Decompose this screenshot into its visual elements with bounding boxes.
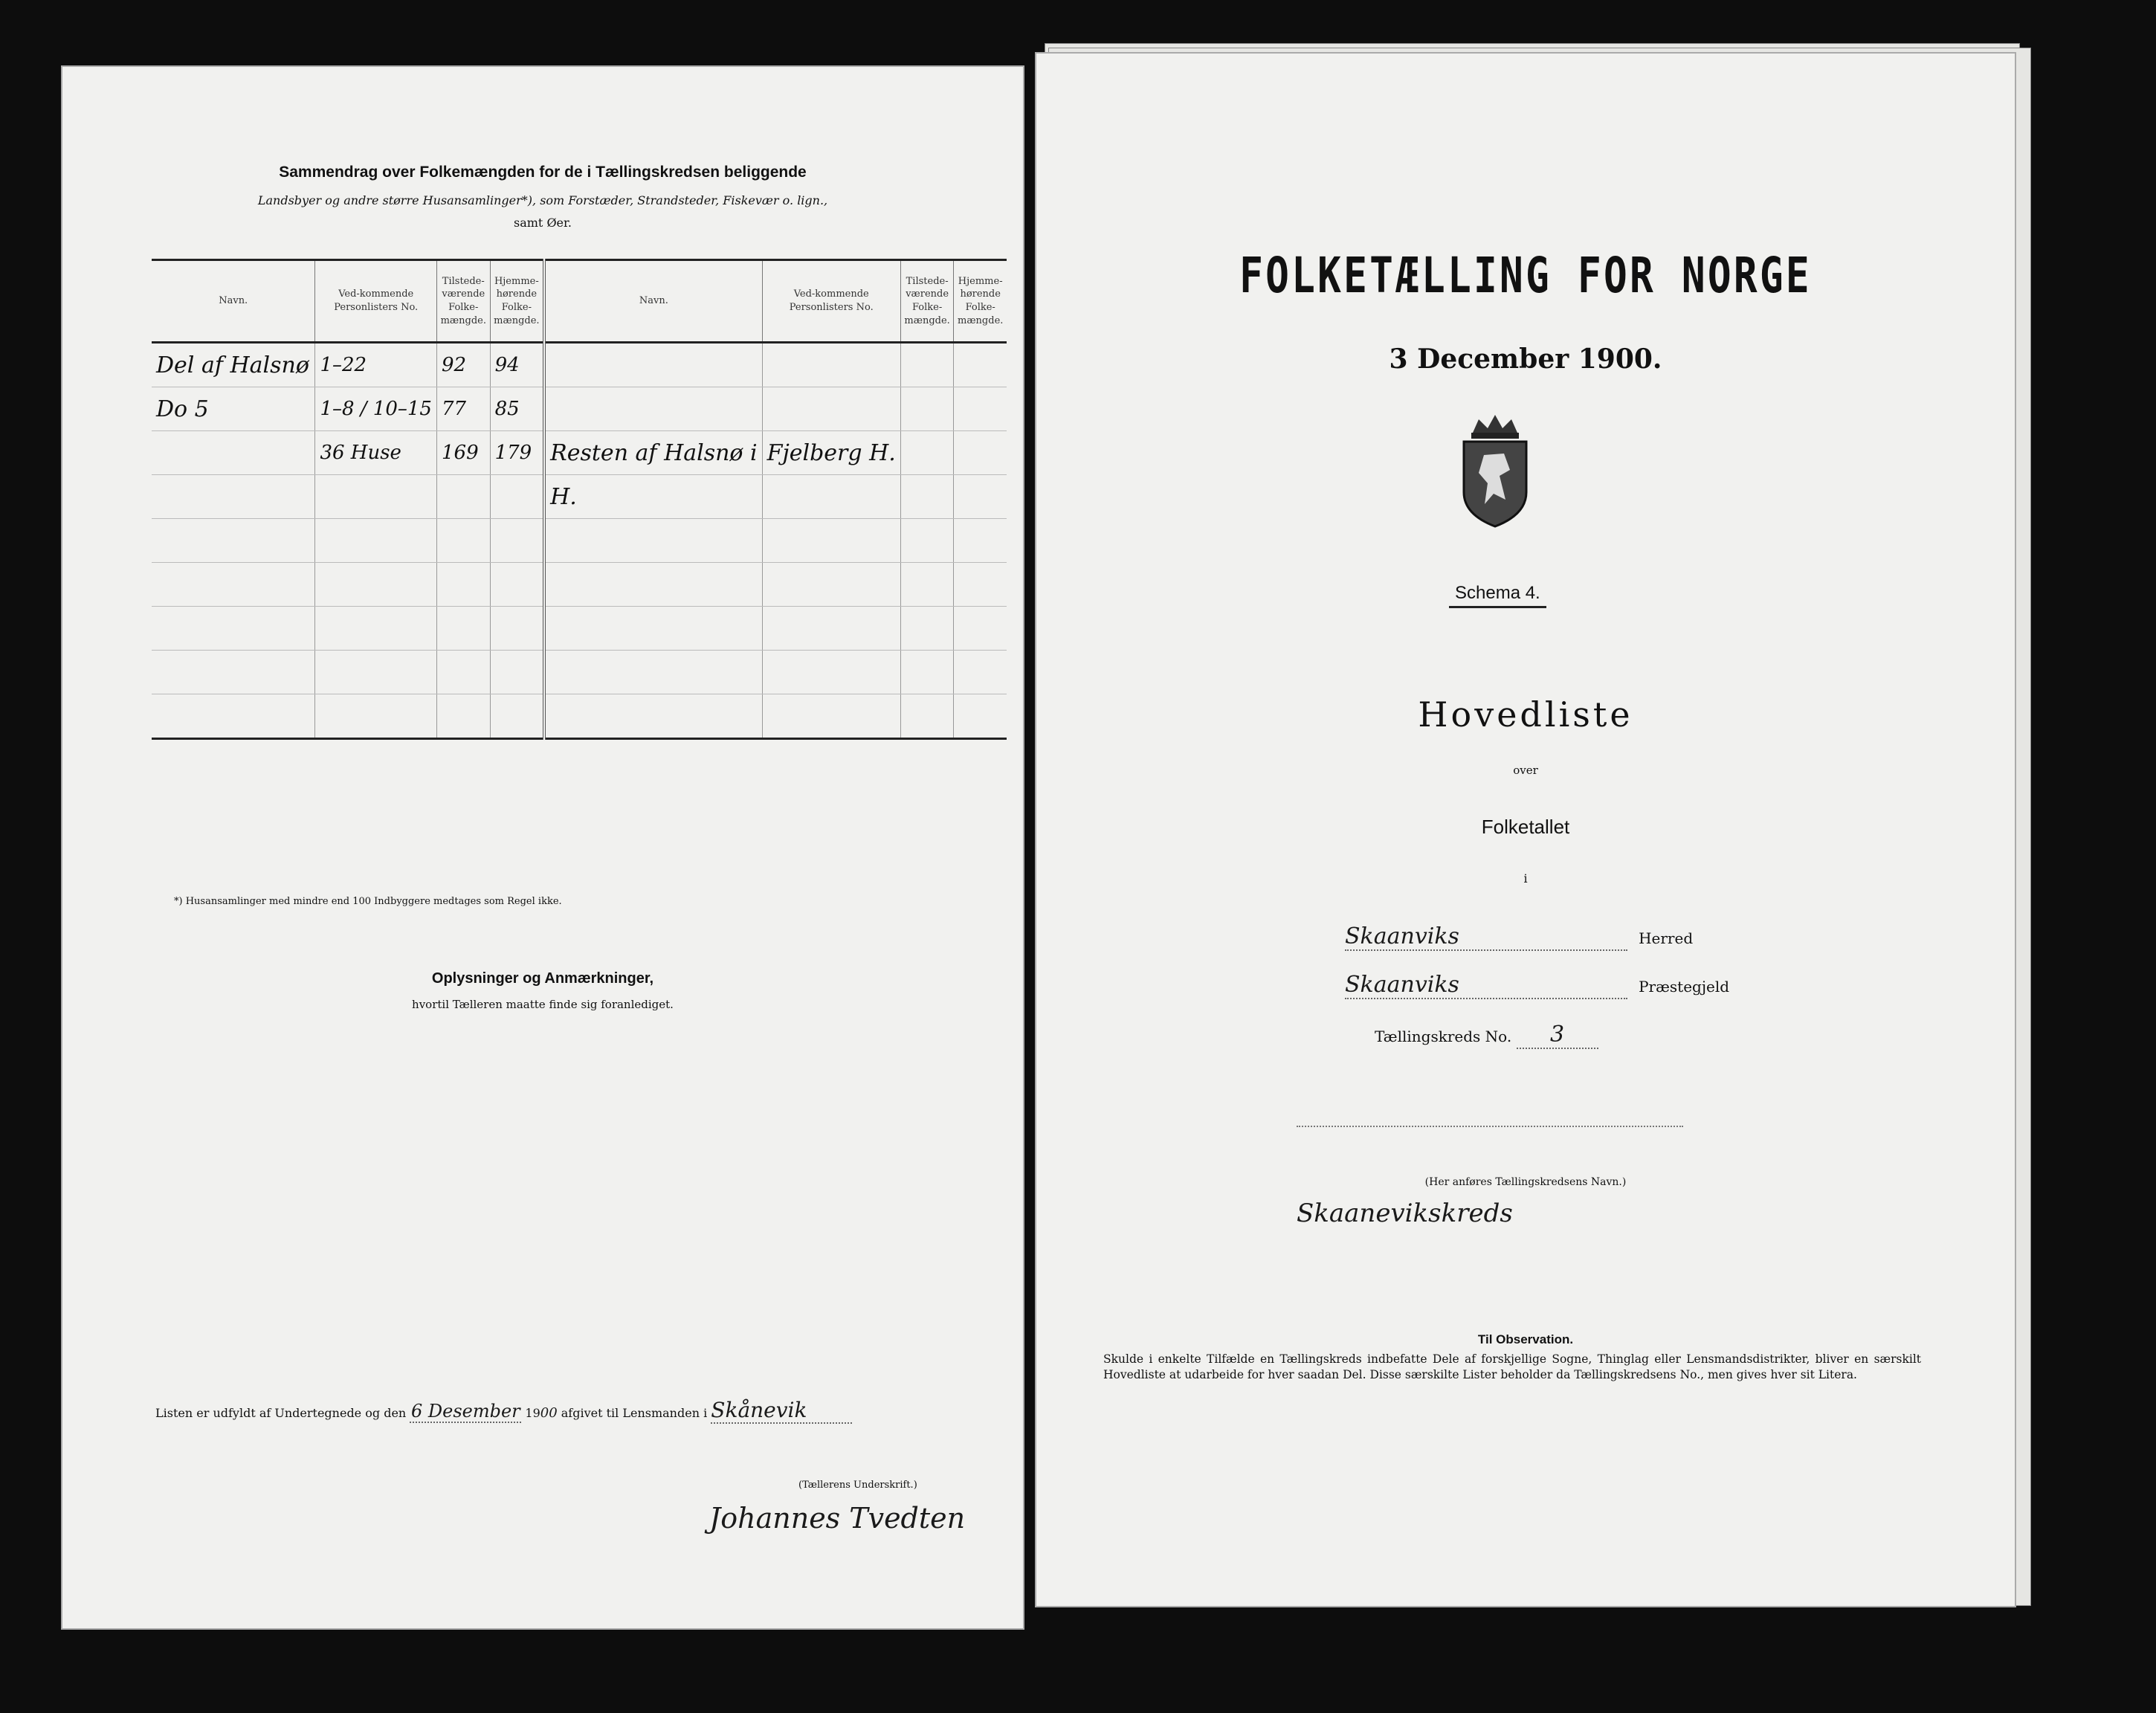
table-cell: 1–8 / 10–15 [315, 387, 437, 431]
table-cell [544, 651, 762, 694]
statement-mid: afgivet til Lensmanden i [561, 1406, 708, 1420]
table-cell [954, 519, 1007, 563]
table-cell [954, 343, 1007, 387]
col-header-name: Navn. [152, 260, 315, 343]
divider [1297, 1126, 1683, 1127]
table-cell [152, 694, 315, 739]
heading-i: i [1523, 871, 1528, 885]
observation-text: Skulde i enkelte Tilfælde en Tællingskreds indbefatte Dele af forskjellige Sogne, Thinglag eller Lensmandsdistrikter, bliver en særskilt Hovedliste at udarbeide for hver saadan Del. Disse særskilte Lister beholder da Tællingskredsens No., men gives hver sit Litera. [1103, 1352, 1921, 1381]
col-header-list-no: Ved-kommende Personlisters No. [315, 260, 437, 343]
table-row [152, 563, 1007, 607]
table-cell: Resten af Halsnø i [544, 431, 762, 475]
table-cell [544, 343, 762, 387]
kreds-name: Skaanevikskreds [1297, 1199, 1513, 1228]
table-cell [152, 607, 315, 651]
table-cell [900, 694, 954, 739]
main-title: FOLKETÆLLING FOR NORGE [1239, 247, 1812, 304]
table-cell [762, 563, 900, 607]
prestegjeld-label: Præstegjeld [1639, 978, 1730, 996]
table-cell [436, 651, 490, 694]
col-header-name-2: Navn. [544, 260, 762, 343]
table-cell: 169 [436, 431, 490, 475]
table-cell [436, 694, 490, 739]
col-header-resident-2: Hjemme-hørende Folke-mængde. [954, 260, 1007, 343]
remarks-title: Oplysninger og Anmærkninger, [431, 970, 654, 987]
table-cell: 77 [436, 387, 490, 431]
summary-title: Sammendrag over Folkemængden for de i Tællingskredsen beliggende [279, 164, 807, 181]
table-cell: 1–22 [315, 343, 437, 387]
herred-line [1345, 923, 1693, 951]
prestegjeld-line [1345, 972, 1729, 999]
kreds-value: 3 [1517, 1022, 1598, 1049]
table-cell [490, 607, 544, 651]
table-cell [762, 387, 900, 431]
table-row [152, 431, 1007, 475]
table-cell [954, 694, 1007, 739]
table-row [152, 651, 1007, 694]
heading-folketallet: Folketallet [1481, 816, 1570, 838]
table-cell [315, 563, 437, 607]
schema-label: Schema 4. [1449, 583, 1546, 608]
table-cell: Do 5 [152, 387, 315, 431]
table-cell [436, 563, 490, 607]
table-cell [762, 343, 900, 387]
table-row [152, 607, 1007, 651]
table-cell [315, 694, 437, 739]
remarks-subtitle: hvortil Tælleren maatte finde sig foranlediget. [412, 998, 674, 1011]
kreds-line [1375, 1022, 1598, 1049]
statement-line [155, 1398, 852, 1424]
table-cell [436, 607, 490, 651]
col-header-resident: Hjemme-hørende Folke-mængde. [490, 260, 544, 343]
statement-date: 6 Desember [410, 1401, 520, 1422]
coat-of-arms-icon [1450, 410, 1540, 529]
summary-subtitle: Landsbyer og andre større Husansamlinger*), som Forstæder, Strandsteder, Fiskevær o. lign., [257, 193, 828, 207]
table-cell [544, 694, 762, 739]
table-row [152, 343, 1007, 387]
table-cell [900, 607, 954, 651]
table-cell [762, 607, 900, 651]
herred-value: Skaanviks [1345, 923, 1627, 951]
table-cell [490, 563, 544, 607]
table-cell [490, 694, 544, 739]
left-page [61, 65, 1024, 1630]
heading-hovedliste: Hovedliste [1418, 694, 1633, 735]
prestegjeld-value: Skaanviks [1345, 972, 1627, 999]
table-cell [544, 563, 762, 607]
table-cell [490, 651, 544, 694]
statement-year-prefix: 19 [525, 1406, 540, 1420]
statement-year-suffix: 00 [540, 1405, 558, 1421]
census-date: 3 December 1900. [1389, 343, 1662, 375]
table-cell [900, 343, 954, 387]
table-cell: 179 [490, 431, 544, 475]
table-cell [152, 431, 315, 475]
table-cell [900, 651, 954, 694]
table-cell [152, 651, 315, 694]
right-page [1035, 52, 2016, 1607]
table-cell [954, 387, 1007, 431]
table-cell [152, 519, 315, 563]
table-row [152, 387, 1007, 431]
table-cell [544, 519, 762, 563]
signature-caption: (Tællerens Underskrift.) [798, 1480, 917, 1491]
table-cell [315, 475, 437, 519]
table-cell [152, 475, 315, 519]
table-cell: H. [544, 475, 762, 519]
table-cell [900, 519, 954, 563]
summary-subtitle-2: samt Øer. [514, 216, 572, 230]
table-row [152, 694, 1007, 739]
population-table [152, 259, 1007, 740]
col-header-present-2: Tilstede-værende Folke-mængde. [900, 260, 954, 343]
heading-over: over [1513, 764, 1538, 777]
signature: Johannes Tvedten [709, 1502, 966, 1535]
table-cell: 85 [490, 387, 544, 431]
table-cell [315, 519, 437, 563]
table-cell [436, 519, 490, 563]
table-cell [436, 475, 490, 519]
table-cell: Del af Halsnø [152, 343, 315, 387]
kreds-name-caption: (Her anføres Tællingskredsens Navn.) [1424, 1176, 1627, 1188]
table-cell [954, 431, 1007, 475]
statement-prefix: Listen er udfyldt af Undertegnede og den [155, 1406, 407, 1420]
table-cell [762, 694, 900, 739]
table-cell [490, 475, 544, 519]
kreds-label: Tællingskreds No. [1375, 1028, 1512, 1045]
statement-place: Skånevik [711, 1398, 852, 1424]
observation-title: Til Observation. [1477, 1332, 1574, 1346]
table-cell [152, 563, 315, 607]
table-cell [954, 475, 1007, 519]
table-cell: Fjelberg H. [762, 431, 900, 475]
table-cell [544, 607, 762, 651]
table-cell: 94 [490, 343, 544, 387]
table-cell [762, 475, 900, 519]
table-row [152, 475, 1007, 519]
footnote: *) Husansamlinger med mindre end 100 Indbyggere medtages som Regel ikke. [174, 896, 562, 907]
table-row [152, 519, 1007, 563]
table-cell [900, 431, 954, 475]
table-cell [544, 387, 762, 431]
table-cell [762, 651, 900, 694]
table-cell [954, 607, 1007, 651]
table-cell [900, 563, 954, 607]
table-cell [900, 475, 954, 519]
col-header-list-no-2: Ved-kommende Personlisters No. [762, 260, 900, 343]
table-cell [490, 519, 544, 563]
table-cell [315, 607, 437, 651]
table-cell [954, 563, 1007, 607]
table-cell [900, 387, 954, 431]
table-cell [762, 519, 900, 563]
table-header-row [152, 260, 1007, 343]
table-cell: 36 Huse [315, 431, 437, 475]
table-cell [315, 651, 437, 694]
table-cell: 92 [436, 343, 490, 387]
table-cell [954, 651, 1007, 694]
herred-label: Herred [1639, 929, 1694, 947]
col-header-present: Tilstede-værende Folke-mængde. [436, 260, 490, 343]
